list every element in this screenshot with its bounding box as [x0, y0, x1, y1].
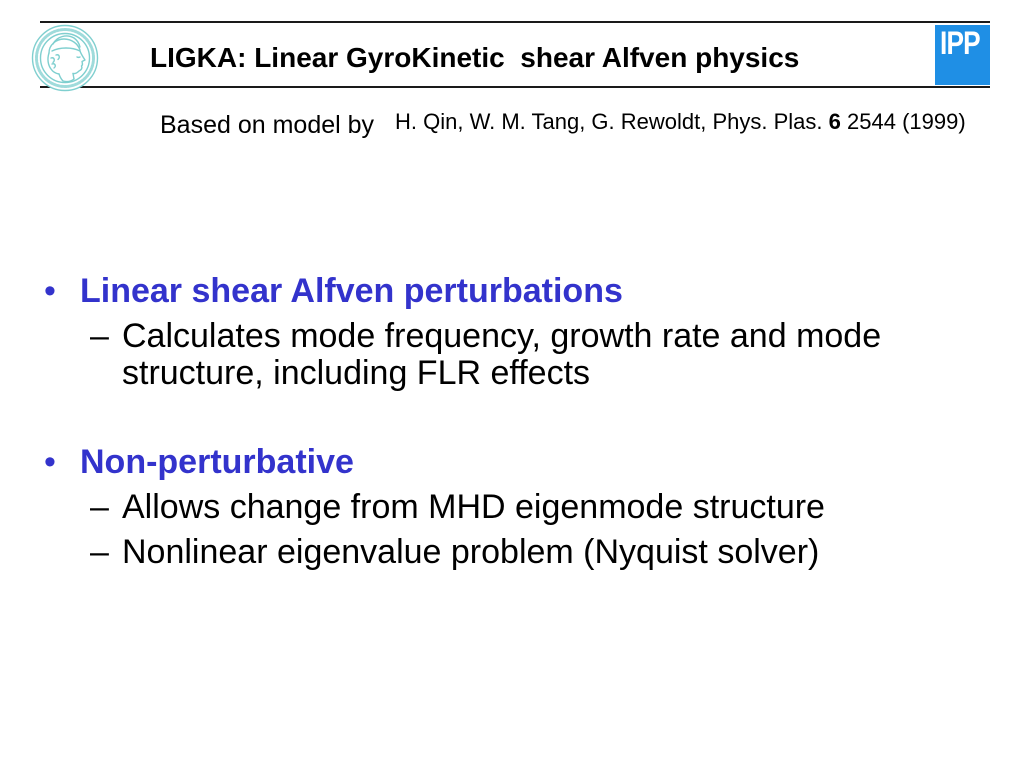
citation-pages-year: 2544 (1999) [847, 109, 966, 134]
bullet-marker: • [44, 443, 56, 481]
ipp-logo-lettering: IPP [940, 25, 980, 61]
header-bottom-rule [40, 86, 990, 88]
bullet-item [44, 273, 860, 310]
based-on-label: Based on model by [160, 111, 375, 139]
sub-bullet-marker: – [90, 317, 109, 355]
sub-bullet-text: Calculates mode frequency, growth rate and mode structure, including FLR effects [122, 317, 882, 393]
sub-bullet-item [90, 534, 902, 571]
bullet-item [44, 444, 860, 481]
header-top-rule [40, 21, 990, 23]
sub-bullet-item [90, 489, 902, 526]
citation [395, 109, 966, 135]
sub-bullet-marker: – [90, 488, 109, 526]
bullet-heading: Non-perturbative [80, 443, 354, 481]
sub-bullet-text: Allows change from MHD eigenmode structure [122, 488, 825, 526]
sub-bullet-text: Nonlinear eigenvalue problem (Nyquist solver) [122, 533, 820, 571]
bullet-heading: Linear shear Alfven perturbations [80, 272, 623, 310]
sub-bullet-item [90, 318, 902, 393]
minerva-seal-icon [31, 24, 99, 92]
citation-authors: H. Qin, W. M. Tang, G. Rewoldt, Phys. Plas. [395, 109, 823, 134]
citation-volume: 6 [828, 109, 841, 134]
sub-bullet-marker: – [90, 533, 109, 571]
slide-title: LIGKA: Linear GyroKinetic shear Alfven physics [150, 42, 800, 73]
bullet-marker: • [44, 272, 56, 310]
ipp-logo-icon [935, 25, 990, 85]
